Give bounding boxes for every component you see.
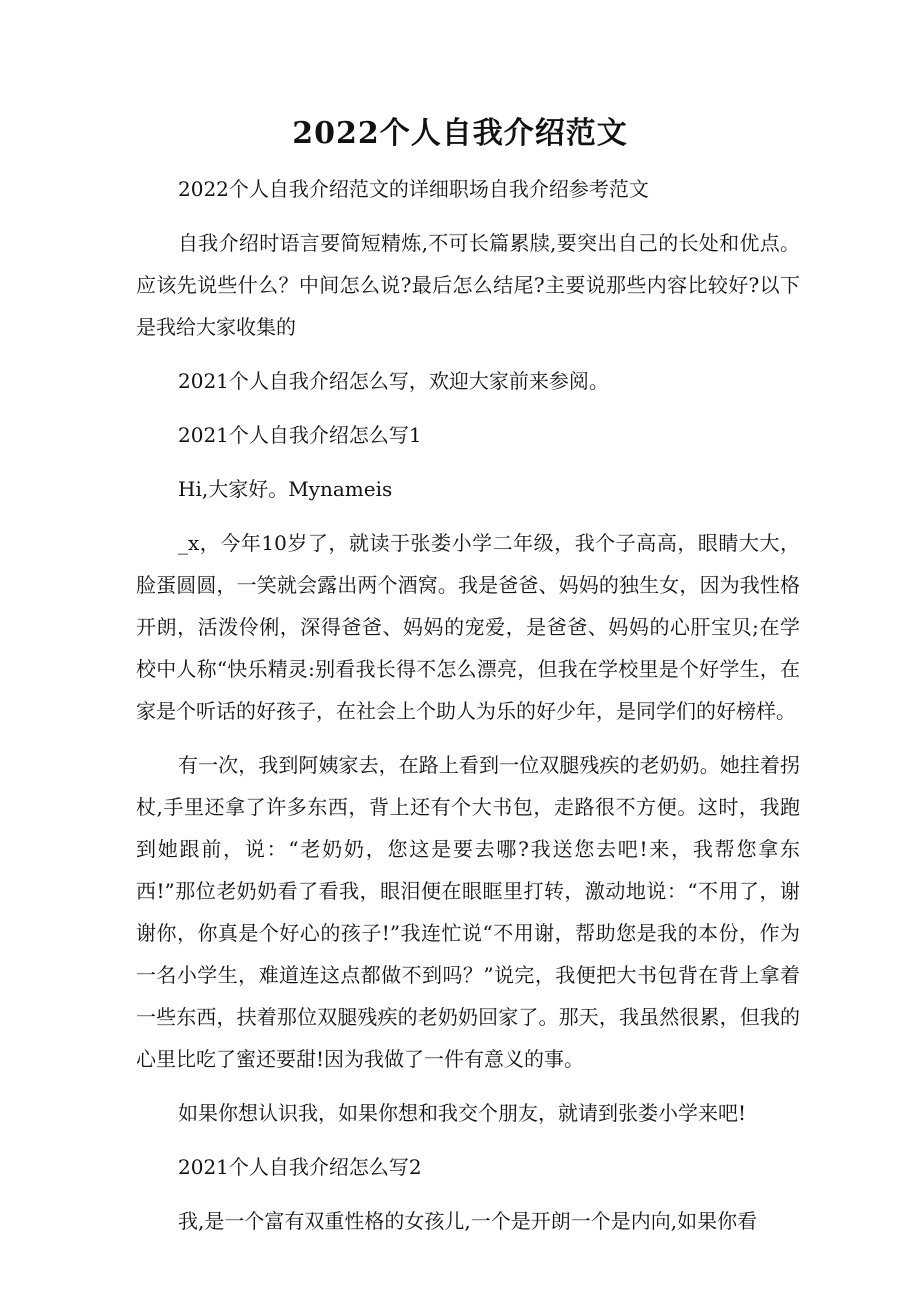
document-title: 2022个人自我介绍范文 bbox=[292, 116, 628, 151]
document-body bbox=[136, 168, 800, 1242]
paragraph-closing: 如果你想认识我，如果你想和我交个朋友，就请到张娄小学来吧! bbox=[178, 1101, 747, 1125]
paragraph-subtitle: 2022个人自我介绍范文的详细职场自我介绍参考范文 bbox=[178, 177, 649, 201]
paragraph-self-description: _x，今年10岁了，就读于张娄小学二年级，我个子高高，眼睛大大，脸蛋圆圆，一笑就会露出两个酒窝。我是爸爸、妈妈的独生女，因为我性格开朗，活泼伶俐，深得爸爸、妈妈的宠爱，是爸爸、妈妈的心肝宝贝;在学校中人称“快乐精灵:别看我长得不怎么漂亮，但我在学校里是个好学生，在家是个听话的好孩子，在社会上个助人为乐的好少年，是同学们的好榜样。 bbox=[136, 531, 800, 723]
section-heading-2: 2021个人自我介绍怎么写2 bbox=[178, 1155, 422, 1179]
paragraph-story: 有一次，我到阿姨家去，在路上看到一位双腿残疾的老奶奶。她拄着拐杖,手里还拿了许多东西，背上还有个大书包，走路很不方便。这时，我跑到她跟前，说：“老奶奶，您这是要去哪?我送您去吧!来，我帮您拿东西!”那位老奶奶看了看我，眼泪便在眼眶里打转，激动地说：“不用了，谢谢你，你真是个好心的孩子!”我连忙说“不用谢，帮助您是我的本份，作为一名小学生，难道连这点都做不到吗？”说完，我便把大书包背在背上拿着一些东西，扶着那位双腿残疾的老奶奶回家了。那天，我虽然很累，但我的心里比吃了蜜还要甜!因为我做了一件有意义的事。 bbox=[136, 753, 800, 1071]
section-heading-1: 2021个人自我介绍怎么写1 bbox=[178, 423, 422, 447]
paragraph-section-2-start: 我,是一个富有双重性格的女孩儿,一个是开朗一个是内向,如果你看 bbox=[178, 1209, 758, 1233]
paragraph-invite: 2021个人自我介绍怎么写，欢迎大家前来参阅。 bbox=[178, 369, 609, 393]
paragraph-greeting: Hi,大家好。Mynameis bbox=[178, 477, 393, 501]
paragraph-intro: 自我介绍时语言要简短精炼,不可长篇累牍,要突出自己的长处和优点。应该先说些什么？中间怎么说?最后怎么结尾?主要说那些内容比较好?以下是我给大家收集的 bbox=[136, 231, 800, 339]
